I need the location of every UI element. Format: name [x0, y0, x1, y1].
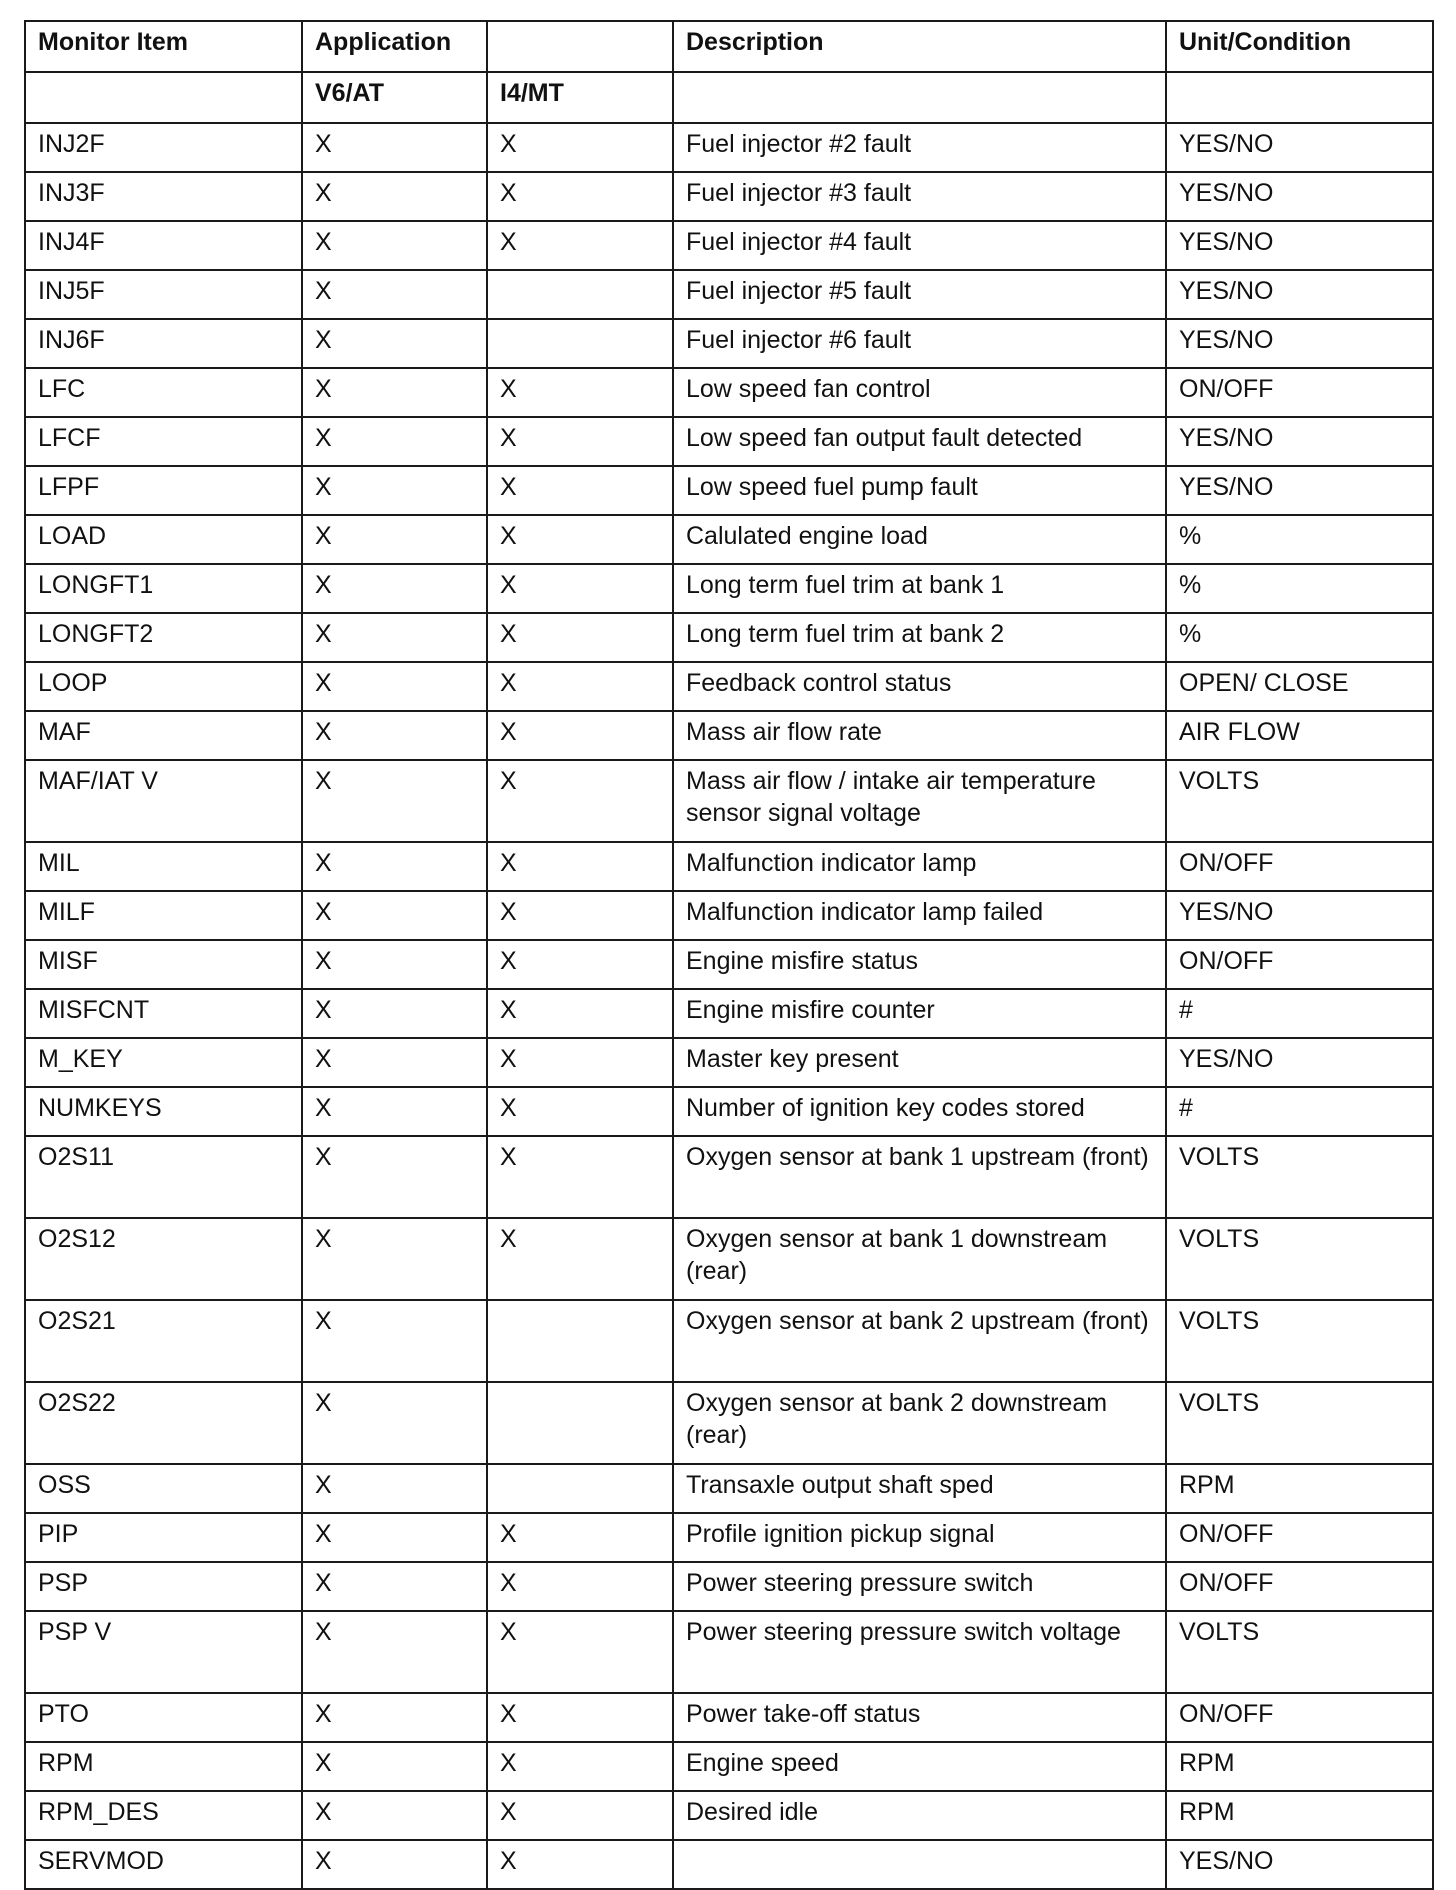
- unit-condition-cell: YES/NO: [1166, 417, 1433, 466]
- monitor-item-cell: RPM_DES: [25, 1791, 302, 1840]
- header-description: Description: [673, 21, 1166, 72]
- table-row: [25, 1038, 1433, 1087]
- description-cell: Fuel injector #6 fault: [673, 319, 1166, 368]
- i4-mt-cell: X: [487, 221, 673, 270]
- v6-at-cell: X: [302, 1038, 487, 1087]
- i4-mt-cell: X: [487, 760, 673, 842]
- v6-at-cell: X: [302, 989, 487, 1038]
- description-cell: Calulated engine load: [673, 515, 1166, 564]
- unit-condition-cell: ON/OFF: [1166, 1693, 1433, 1742]
- table-row: [25, 564, 1433, 613]
- monitor-item-cell: M_KEY: [25, 1038, 302, 1087]
- v6-at-cell: X: [302, 940, 487, 989]
- unit-condition-cell: YES/NO: [1166, 891, 1433, 940]
- v6-at-cell: X: [302, 123, 487, 172]
- monitor-item-cell: O2S11: [25, 1136, 302, 1218]
- table-row: [25, 417, 1433, 466]
- table-row: [25, 1611, 1433, 1693]
- description-cell: Number of ignition key codes stored: [673, 1087, 1166, 1136]
- monitor-item-cell: LOOP: [25, 662, 302, 711]
- unit-condition-cell: YES/NO: [1166, 466, 1433, 515]
- table-row: [25, 270, 1433, 319]
- description-cell: Feedback control status: [673, 662, 1166, 711]
- unit-condition-cell: YES/NO: [1166, 221, 1433, 270]
- table-row: [25, 466, 1433, 515]
- unit-condition-cell: ON/OFF: [1166, 1513, 1433, 1562]
- unit-condition-cell: VOLTS: [1166, 1300, 1433, 1382]
- table-row: [25, 1382, 1433, 1464]
- unit-condition-cell: RPM: [1166, 1791, 1433, 1840]
- unit-condition-cell: %: [1166, 564, 1433, 613]
- description-cell: Engine misfire status: [673, 940, 1166, 989]
- i4-mt-cell: X: [487, 940, 673, 989]
- subheader-v6-at: V6/AT: [302, 72, 487, 123]
- table-row: [25, 662, 1433, 711]
- monitor-item-cell: INJ6F: [25, 319, 302, 368]
- subheader-item: [25, 72, 302, 123]
- i4-mt-cell: X: [487, 842, 673, 891]
- unit-condition-cell: YES/NO: [1166, 319, 1433, 368]
- i4-mt-cell: X: [487, 662, 673, 711]
- description-cell: Malfunction indicator lamp: [673, 842, 1166, 891]
- unit-condition-cell: VOLTS: [1166, 1382, 1433, 1464]
- i4-mt-cell: X: [487, 123, 673, 172]
- description-cell: Transaxle output shaft sped: [673, 1464, 1166, 1513]
- monitor-item-cell: INJ4F: [25, 221, 302, 270]
- monitor-item-cell: PIP: [25, 1513, 302, 1562]
- monitor-item-cell: SERVMOD: [25, 1840, 302, 1889]
- v6-at-cell: X: [302, 515, 487, 564]
- i4-mt-cell: [487, 1300, 673, 1382]
- v6-at-cell: X: [302, 1742, 487, 1791]
- description-cell: Low speed fan output fault detected: [673, 417, 1166, 466]
- header-unit-condition: Unit/Condition: [1166, 21, 1433, 72]
- v6-at-cell: X: [302, 1300, 487, 1382]
- table-row: [25, 319, 1433, 368]
- table-body: [25, 123, 1433, 1889]
- description-cell: Mass air flow / intake air temperature sensor signal voltage: [673, 760, 1166, 842]
- table-row: [25, 711, 1433, 760]
- table-row: [25, 1791, 1433, 1840]
- table-row: [25, 760, 1433, 842]
- v6-at-cell: X: [302, 564, 487, 613]
- v6-at-cell: X: [302, 1513, 487, 1562]
- description-cell: Desired idle: [673, 1791, 1166, 1840]
- description-cell: Fuel injector #4 fault: [673, 221, 1166, 270]
- unit-condition-cell: VOLTS: [1166, 1218, 1433, 1300]
- v6-at-cell: X: [302, 1087, 487, 1136]
- monitor-item-cell: LONGFT2: [25, 613, 302, 662]
- i4-mt-cell: X: [487, 172, 673, 221]
- monitor-item-cell: INJ5F: [25, 270, 302, 319]
- subheader-description: [673, 72, 1166, 123]
- monitor-item-cell: MISFCNT: [25, 989, 302, 1038]
- v6-at-cell: X: [302, 1382, 487, 1464]
- monitor-item-cell: LONGFT1: [25, 564, 302, 613]
- description-cell: Low speed fuel pump fault: [673, 466, 1166, 515]
- v6-at-cell: X: [302, 172, 487, 221]
- monitor-item-cell: MAF: [25, 711, 302, 760]
- monitor-item-cell: LFCF: [25, 417, 302, 466]
- v6-at-cell: X: [302, 711, 487, 760]
- description-cell: Master key present: [673, 1038, 1166, 1087]
- table-row: [25, 940, 1433, 989]
- unit-condition-cell: YES/NO: [1166, 1038, 1433, 1087]
- table-row: [25, 1840, 1433, 1889]
- description-cell: Fuel injector #2 fault: [673, 123, 1166, 172]
- i4-mt-cell: X: [487, 564, 673, 613]
- v6-at-cell: X: [302, 662, 487, 711]
- description-cell: Long term fuel trim at bank 1: [673, 564, 1166, 613]
- v6-at-cell: X: [302, 842, 487, 891]
- i4-mt-cell: X: [487, 613, 673, 662]
- i4-mt-cell: X: [487, 1087, 673, 1136]
- v6-at-cell: X: [302, 319, 487, 368]
- unit-condition-cell: #: [1166, 989, 1433, 1038]
- description-cell: Power steering pressure switch voltage: [673, 1611, 1166, 1693]
- table-row: [25, 515, 1433, 564]
- table-row: [25, 1693, 1433, 1742]
- unit-condition-cell: YES/NO: [1166, 172, 1433, 221]
- unit-condition-cell: OPEN/ CLOSE: [1166, 662, 1433, 711]
- monitor-item-cell: LOAD: [25, 515, 302, 564]
- monitor-item-cell: O2S21: [25, 1300, 302, 1382]
- unit-condition-cell: ON/OFF: [1166, 368, 1433, 417]
- unit-condition-cell: YES/NO: [1166, 270, 1433, 319]
- v6-at-cell: X: [302, 1136, 487, 1218]
- table-row: [25, 1562, 1433, 1611]
- table-row: [25, 989, 1433, 1038]
- i4-mt-cell: X: [487, 1136, 673, 1218]
- v6-at-cell: X: [302, 1218, 487, 1300]
- unit-condition-cell: ON/OFF: [1166, 1562, 1433, 1611]
- unit-condition-cell: VOLTS: [1166, 1136, 1433, 1218]
- table-row: [25, 1218, 1433, 1300]
- monitor-item-document: [24, 20, 1432, 1890]
- unit-condition-cell: VOLTS: [1166, 1611, 1433, 1693]
- monitor-item-cell: RPM: [25, 1742, 302, 1791]
- subheader-row: [25, 72, 1433, 123]
- description-cell: Malfunction indicator lamp failed: [673, 891, 1166, 940]
- v6-at-cell: X: [302, 1693, 487, 1742]
- table-row: [25, 613, 1433, 662]
- description-cell: Fuel injector #3 fault: [673, 172, 1166, 221]
- v6-at-cell: X: [302, 1464, 487, 1513]
- unit-condition-cell: ON/OFF: [1166, 940, 1433, 989]
- table-row: [25, 1464, 1433, 1513]
- v6-at-cell: X: [302, 466, 487, 515]
- table-row: [25, 368, 1433, 417]
- unit-condition-cell: RPM: [1166, 1464, 1433, 1513]
- monitor-item-cell: PSP V: [25, 1611, 302, 1693]
- description-cell: Profile ignition pickup signal: [673, 1513, 1166, 1562]
- unit-condition-cell: #: [1166, 1087, 1433, 1136]
- description-cell: Oxygen sensor at bank 2 upstream (front): [673, 1300, 1166, 1382]
- i4-mt-cell: X: [487, 891, 673, 940]
- monitor-item-cell: O2S22: [25, 1382, 302, 1464]
- table-row: [25, 1513, 1433, 1562]
- table-row: [25, 1087, 1433, 1136]
- v6-at-cell: X: [302, 1562, 487, 1611]
- description-cell: Fuel injector #5 fault: [673, 270, 1166, 319]
- i4-mt-cell: X: [487, 1562, 673, 1611]
- monitor-item-cell: NUMKEYS: [25, 1087, 302, 1136]
- unit-condition-cell: YES/NO: [1166, 1840, 1433, 1889]
- i4-mt-cell: X: [487, 989, 673, 1038]
- monitor-item-cell: MAF/IAT V: [25, 760, 302, 842]
- v6-at-cell: X: [302, 891, 487, 940]
- i4-mt-cell: X: [487, 515, 673, 564]
- unit-condition-cell: VOLTS: [1166, 760, 1433, 842]
- i4-mt-cell: X: [487, 1513, 673, 1562]
- table-row: [25, 1742, 1433, 1791]
- description-cell: Long term fuel trim at bank 2: [673, 613, 1166, 662]
- description-cell: Power steering pressure switch: [673, 1562, 1166, 1611]
- monitor-item-cell: INJ3F: [25, 172, 302, 221]
- monitor-item-cell: LFPF: [25, 466, 302, 515]
- i4-mt-cell: X: [487, 368, 673, 417]
- table-row: [25, 1136, 1433, 1218]
- monitor-item-cell: MISF: [25, 940, 302, 989]
- i4-mt-cell: X: [487, 1693, 673, 1742]
- i4-mt-cell: X: [487, 466, 673, 515]
- i4-mt-cell: X: [487, 1218, 673, 1300]
- unit-condition-cell: RPM: [1166, 1742, 1433, 1791]
- description-cell: [673, 1840, 1166, 1889]
- v6-at-cell: X: [302, 368, 487, 417]
- i4-mt-cell: [487, 1464, 673, 1513]
- i4-mt-cell: [487, 270, 673, 319]
- unit-condition-cell: %: [1166, 613, 1433, 662]
- unit-condition-cell: AIR FLOW: [1166, 711, 1433, 760]
- v6-at-cell: X: [302, 1611, 487, 1693]
- v6-at-cell: X: [302, 760, 487, 842]
- header-blank: [487, 21, 673, 72]
- subheader-i4-mt: I4/MT: [487, 72, 673, 123]
- table-row: [25, 123, 1433, 172]
- description-cell: Oxygen sensor at bank 1 downstream (rear): [673, 1218, 1166, 1300]
- v6-at-cell: X: [302, 1791, 487, 1840]
- unit-condition-cell: ON/OFF: [1166, 842, 1433, 891]
- unit-condition-cell: YES/NO: [1166, 123, 1433, 172]
- unit-condition-cell: %: [1166, 515, 1433, 564]
- description-cell: Engine misfire counter: [673, 989, 1166, 1038]
- monitor-item-cell: PTO: [25, 1693, 302, 1742]
- v6-at-cell: X: [302, 613, 487, 662]
- v6-at-cell: X: [302, 417, 487, 466]
- description-cell: Low speed fan control: [673, 368, 1166, 417]
- table-row: [25, 221, 1433, 270]
- description-cell: Oxygen sensor at bank 2 downstream (rear): [673, 1382, 1166, 1464]
- i4-mt-cell: X: [487, 711, 673, 760]
- monitor-item-cell: PSP: [25, 1562, 302, 1611]
- i4-mt-cell: X: [487, 417, 673, 466]
- table-row: [25, 172, 1433, 221]
- i4-mt-cell: X: [487, 1840, 673, 1889]
- description-cell: Engine speed: [673, 1742, 1166, 1791]
- v6-at-cell: X: [302, 270, 487, 319]
- monitor-item-cell: O2S12: [25, 1218, 302, 1300]
- subheader-unit: [1166, 72, 1433, 123]
- table-row: [25, 891, 1433, 940]
- monitor-item-cell: INJ2F: [25, 123, 302, 172]
- v6-at-cell: X: [302, 1840, 487, 1889]
- i4-mt-cell: [487, 1382, 673, 1464]
- monitor-item-cell: LFC: [25, 368, 302, 417]
- table-header: [25, 21, 1433, 123]
- v6-at-cell: X: [302, 221, 487, 270]
- header-application: Application: [302, 21, 487, 72]
- monitor-item-cell: MIL: [25, 842, 302, 891]
- table-row: [25, 842, 1433, 891]
- description-cell: Mass air flow rate: [673, 711, 1166, 760]
- header-monitor-item: Monitor Item: [25, 21, 302, 72]
- monitor-item-cell: MILF: [25, 891, 302, 940]
- description-cell: Power take-off status: [673, 1693, 1166, 1742]
- i4-mt-cell: X: [487, 1611, 673, 1693]
- monitor-item-table: [24, 20, 1434, 1890]
- i4-mt-cell: X: [487, 1791, 673, 1840]
- header-row: [25, 21, 1433, 72]
- description-cell: Oxygen sensor at bank 1 upstream (front): [673, 1136, 1166, 1218]
- i4-mt-cell: X: [487, 1038, 673, 1087]
- i4-mt-cell: [487, 319, 673, 368]
- monitor-item-cell: OSS: [25, 1464, 302, 1513]
- table-row: [25, 1300, 1433, 1382]
- i4-mt-cell: X: [487, 1742, 673, 1791]
